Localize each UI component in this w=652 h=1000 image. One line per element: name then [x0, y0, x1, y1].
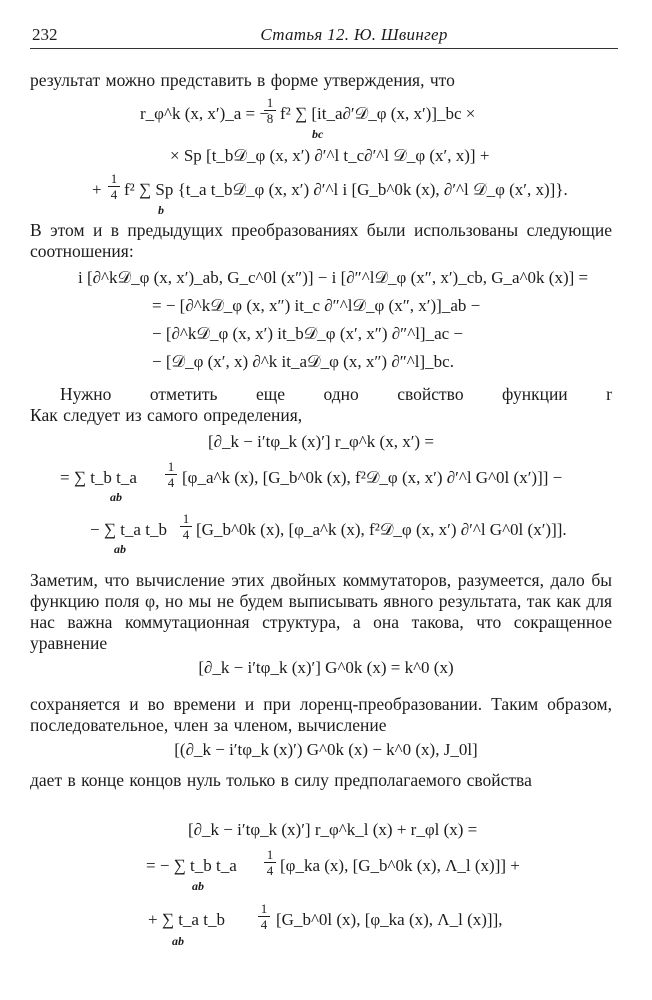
equation-3b-fraction: 1 4 [165, 460, 177, 489]
equation-1a-sum-index: bc [312, 127, 324, 141]
equation-1a-fraction: 1 8 [264, 96, 276, 125]
paragraph-6: дает в конце концов нуль только в силу предполагаемого свойства [30, 770, 532, 790]
equation-6a: [∂_k − i′tφ_k (x)′] r_φ^k_l (x) + r_φl (x) = [188, 820, 478, 839]
paragraph-3b: Как следует из самого определения, [30, 405, 303, 425]
equation-5: [(∂_k − i′tφ_k (x)′) G^0k (x) − k^0 (x), J_0l] [174, 740, 478, 759]
equation-6c-sum-index: ab [172, 934, 184, 948]
equation-6b-fraction: 1 4 [264, 848, 276, 877]
running-title: Статья 12. Ю. Швингер [260, 25, 448, 44]
equation-1c-sum-index: b [158, 203, 164, 217]
page-number: 232 [32, 25, 58, 44]
paragraph-3a: Нужно отметить еще одно свойство функции r [60, 384, 612, 404]
equation-2b: = − [∂^k𝒟_φ (x, x″) it_c ∂″^l𝒟_φ (x″, x′)]_ab − [152, 296, 481, 315]
equation-1c-sign: + [92, 180, 102, 199]
paragraph-5: сохраняется и во времени и при лоренц-преобразовании. Таким образом, последовательное, член за членом, вычисление [30, 694, 612, 735]
equation-6b-lhs: = − ∑ t_b t_a [146, 856, 237, 875]
equation-6b-rhs: [φ_ka (x), [G_b^0k (x), Λ_l (x)]] + [280, 856, 520, 875]
equation-6c-fraction: 1 4 [258, 902, 270, 931]
equation-3b-sum-index: ab [110, 490, 122, 504]
equation-1c-rhs: f² ∑ Sp {t_a t_b𝒟_φ (x, x′) ∂′^l i [G_b^0k (x), ∂′^l 𝒟_φ (x′, x)]}. [124, 180, 568, 199]
equation-6b-sum-index: ab [192, 879, 204, 893]
equation-2a: i [∂^k𝒟_φ (x, x′)_ab, G_c^0l (x″)] − i [∂″^l𝒟_φ (x″, x′)_cb, G_a^0k (x)] = [78, 268, 589, 287]
equation-1c-fraction: 1 4 [108, 172, 120, 201]
equation-3b-lhs: = ∑ t_b t_a [60, 468, 137, 487]
equation-2d: − [𝒟_φ (x′, x) ∂^k it_a𝒟_φ (x, x″) ∂″^l]_bc. [152, 352, 454, 371]
equation-2c: − [∂^k𝒟_φ (x, x′) it_b𝒟_φ (x′, x″) ∂″^l]_ac − [152, 324, 464, 343]
page-header [30, 24, 618, 49]
paragraph-4: Заметим, что вычисление этих двойных коммутаторов, разумеется, дало бы функцию поля φ, но мы не будем выписывать явного результата, так как для нас важна коммутационная структура, а она такова, что сокращенное уравнение [30, 570, 612, 653]
equation-3c-sum-index: ab [114, 542, 126, 556]
paragraph-2: В этом и в предыдущих преобразованиях были использованы следующие соотношения: [30, 220, 612, 261]
equation-3c-lhs: − ∑ t_a t_b [90, 520, 167, 539]
equation-3c-rhs: [G_b^0k (x), [φ_a^k (x), f²𝒟_φ (x, x′) ∂′^l G^0l (x′)]]. [196, 520, 567, 539]
equation-6c-rhs: [G_b^0l (x), [φ_ka (x), Λ_l (x)]], [276, 910, 503, 929]
equation-1b: × Sp [t_b𝒟_φ (x, x′) ∂′^l t_c∂′^l 𝒟_φ (x′, x)] + [170, 146, 490, 165]
equation-3c-fraction: 1 4 [180, 512, 192, 541]
equation-1a-lhs: r_φ^k (x, x′)_a = − [140, 104, 269, 123]
equation-3b-rhs: [φ_a^k (x), [G_b^0k (x), f²𝒟_φ (x, x′) ∂′^l G^0l (x′)]] − [182, 468, 563, 487]
equation-3a: [∂_k − i′tφ_k (x)′] r_φ^k (x, x′) = [208, 432, 434, 451]
equation-6c-lhs: + ∑ t_a t_b [148, 910, 225, 929]
equation-4: [∂_k − i′tφ_k (x)′] G^0k (x) = k^0 (x) [198, 658, 454, 677]
equation-1a-rhs: f² ∑ [it_a∂′𝒟_φ (x, x′)]_bc × [280, 104, 476, 123]
paragraph-1: результат можно представить в форме утверждения, что [30, 70, 455, 90]
